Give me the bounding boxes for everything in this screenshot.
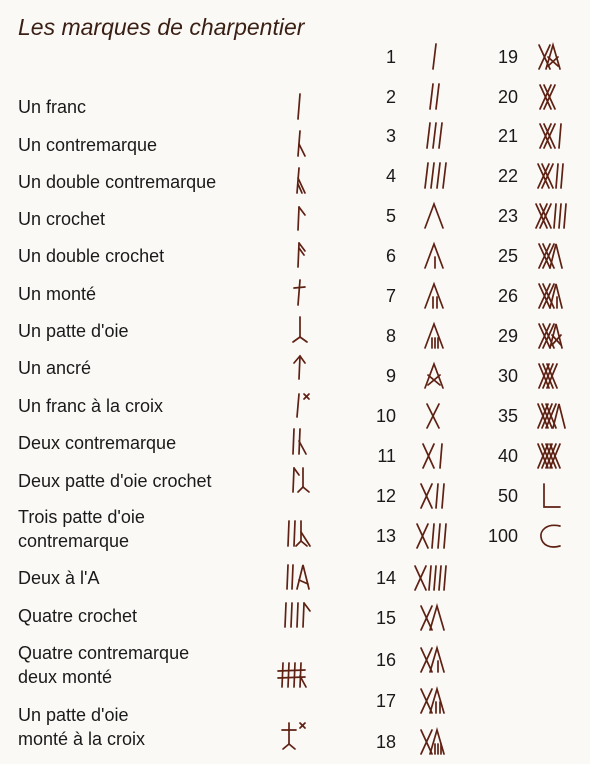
number-30: 30 xyxy=(497,366,518,386)
number-25: 25 xyxy=(497,246,518,266)
label-deux-a-la: Deux à l'A xyxy=(18,568,100,588)
label-un-monte: Un monté xyxy=(18,284,97,304)
label-trois-patte-doie-contremarque: Trois patte d'oie contremarque xyxy=(18,507,145,551)
mark-un-double-contremarque xyxy=(292,166,312,196)
label-quatre-crochet: Quatre crochet xyxy=(18,606,138,626)
label-deux-patte-doie-crochet: Deux patte d'oie crochet xyxy=(18,471,212,491)
number-8: 8 xyxy=(385,326,396,346)
label-un-patte-doie-monte-a-la-croix: Un patte d'oie monté à la croix xyxy=(18,705,146,749)
label-quatre-contremarque-deux-monte: Quatre contremarque deux monté xyxy=(18,643,190,687)
number-13: 13 xyxy=(375,526,396,546)
mark-7 xyxy=(422,281,452,311)
number-14: 14 xyxy=(375,568,396,588)
label-un-patte-doie: Un patte d'oie xyxy=(18,321,129,341)
number-23: 23 xyxy=(497,206,518,226)
mark-un-franc-a-la-croix xyxy=(290,390,314,420)
number-29: 29 xyxy=(497,326,518,346)
mark-9 xyxy=(422,361,452,391)
number-6: 6 xyxy=(385,246,396,266)
mark-quatre-crochet xyxy=(282,600,316,630)
number-16: 16 xyxy=(375,650,396,670)
mark-un-double-crochet xyxy=(292,240,312,270)
number-35: 35 xyxy=(497,406,518,426)
mark-29 xyxy=(536,321,570,351)
number-5: 5 xyxy=(385,206,396,226)
mark-16 xyxy=(418,645,452,675)
number-11: 11 xyxy=(377,446,396,466)
mark-19 xyxy=(536,42,570,72)
mark-20 xyxy=(536,82,570,112)
number-15: 15 xyxy=(375,608,396,628)
number-19: 19 xyxy=(497,47,518,67)
mark-un-contremarque xyxy=(292,129,312,159)
mark-50 xyxy=(536,481,570,511)
number-21: 21 xyxy=(497,126,518,146)
number-4: 4 xyxy=(385,166,396,186)
mark-14 xyxy=(412,563,452,593)
mark-40 xyxy=(536,441,570,471)
mark-quatre-contremarque-deux-monte xyxy=(276,660,310,690)
mark-2 xyxy=(422,82,452,112)
label-un-franc: Un franc xyxy=(18,97,87,117)
number-17: 17 xyxy=(375,691,396,711)
number-1: 1 xyxy=(385,47,396,67)
mark-3 xyxy=(422,121,452,151)
mark-8 xyxy=(422,321,452,351)
mark-10 xyxy=(422,401,452,431)
label-un-contremarque: Un contremarque xyxy=(18,135,158,155)
number-2: 2 xyxy=(385,87,396,107)
mark-100 xyxy=(536,521,570,551)
mark-deux-contremarque xyxy=(288,427,312,457)
number-18: 18 xyxy=(375,732,396,752)
mark-30 xyxy=(536,361,570,391)
number-50: 50 xyxy=(497,486,518,506)
mark-un-franc xyxy=(292,92,312,122)
mark-21 xyxy=(536,121,570,151)
mark-13 xyxy=(414,521,450,551)
mark-deux-patte-doie-crochet xyxy=(288,465,314,495)
label-un-double-crochet: Un double crochet xyxy=(18,246,165,266)
page-title: Les marques de charpentier xyxy=(18,14,305,40)
number-40: 40 xyxy=(497,446,518,466)
mark-22 xyxy=(534,161,570,191)
mark-15 xyxy=(418,603,452,633)
label-un-crochet: Un crochet xyxy=(18,209,106,229)
mark-trois-patte-doie-contremarque xyxy=(284,518,316,550)
number-26: 26 xyxy=(497,286,518,306)
number-9: 9 xyxy=(385,366,396,386)
number-22: 22 xyxy=(497,166,518,186)
mark-un-monte xyxy=(292,278,312,308)
mark-5 xyxy=(422,201,452,231)
mark-deux-a-la xyxy=(284,562,314,592)
number-100: 100 xyxy=(487,526,518,546)
label-deux-contremarque: Deux contremarque xyxy=(18,433,177,453)
label-un-ancre: Un ancré xyxy=(18,358,92,378)
mark-6 xyxy=(422,241,452,271)
number-20: 20 xyxy=(497,87,518,107)
mark-11 xyxy=(420,441,452,471)
mark-12 xyxy=(418,481,452,511)
number-7: 7 xyxy=(385,286,396,306)
mark-18 xyxy=(418,727,452,757)
mark-17 xyxy=(418,686,452,716)
mark-23 xyxy=(532,201,570,231)
mark-un-patte-doie-monte-a-la-croix xyxy=(278,720,312,752)
number-10: 10 xyxy=(375,406,396,426)
mark-25 xyxy=(536,241,570,271)
mark-un-ancre xyxy=(290,352,312,382)
mark-un-crochet xyxy=(292,203,312,233)
label-un-double-contremarque: Un double contremarque xyxy=(18,172,217,192)
mark-35 xyxy=(536,401,570,431)
mark-4 xyxy=(422,161,452,191)
mark-1 xyxy=(422,42,452,72)
number-12: 12 xyxy=(375,486,396,506)
mark-26 xyxy=(536,281,570,311)
number-3: 3 xyxy=(385,126,396,146)
mark-un-patte-doie xyxy=(290,315,312,345)
label-un-franc-a-la-croix: Un franc à la croix xyxy=(18,396,164,416)
